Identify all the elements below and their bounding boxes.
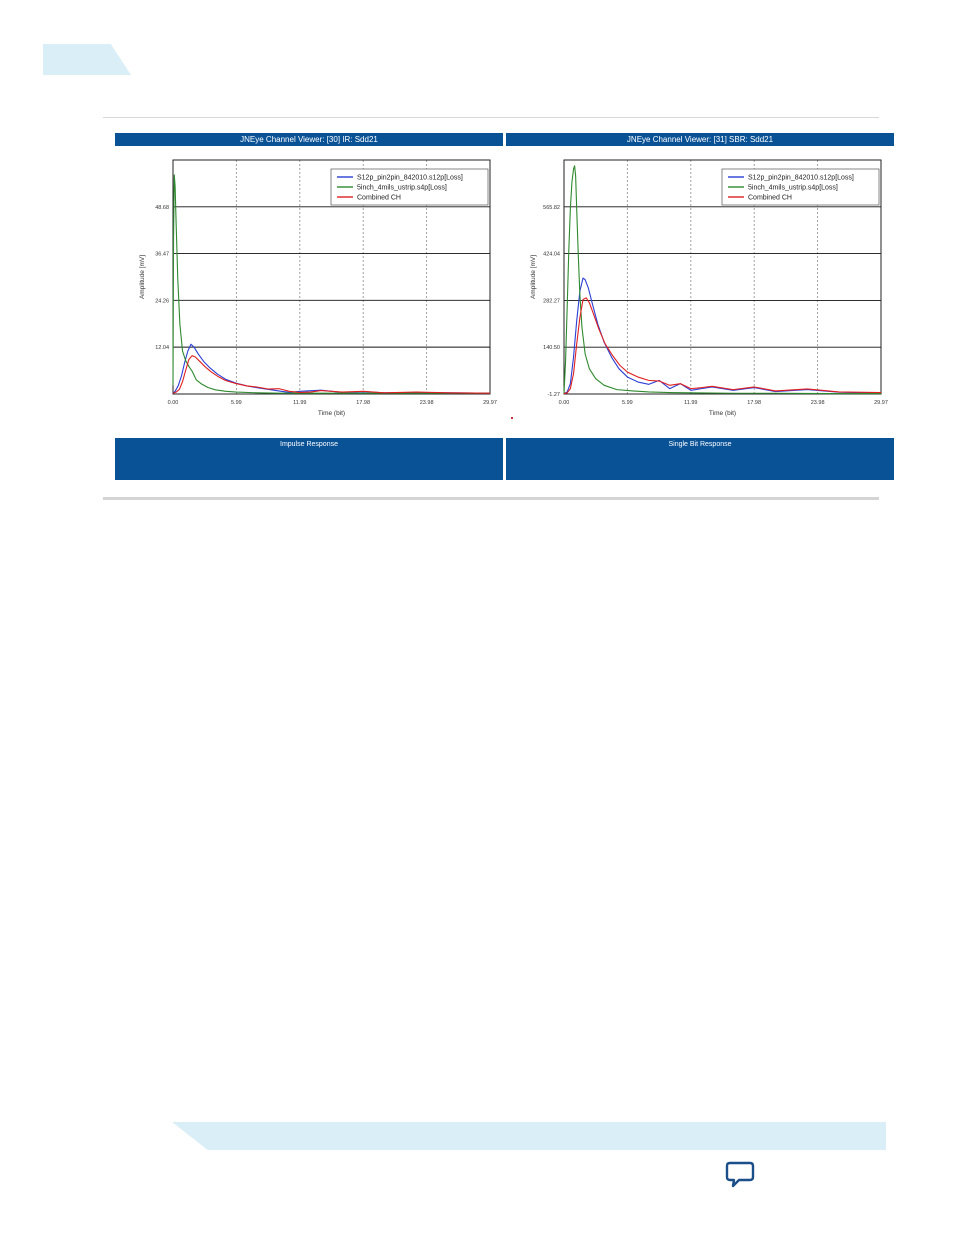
series-line-2 bbox=[173, 356, 490, 394]
x-tick-label: 29.97 bbox=[483, 400, 497, 406]
panel-caption: Single Bit Response bbox=[506, 438, 894, 480]
legend-label: 5inch_4mils_ustrip.s4p[Loss] bbox=[357, 184, 447, 192]
y-axis-label: Amplitude [mV] bbox=[530, 254, 537, 300]
y-tick-label: -1.27 bbox=[547, 392, 560, 398]
stray-mark bbox=[511, 417, 513, 419]
y-tick-label: 282.27 bbox=[543, 298, 560, 305]
y-tick-label: 48.68 bbox=[155, 204, 169, 211]
panel-caption: Impulse Response bbox=[115, 438, 503, 480]
y-tick-label: 140.50 bbox=[543, 345, 560, 352]
header-tab bbox=[43, 44, 131, 75]
single-bit-response-chart bbox=[506, 146, 894, 438]
x-tick-label: 0.00 bbox=[167, 400, 179, 406]
y-tick-label: 36.47 bbox=[155, 251, 169, 258]
bottom-rule bbox=[103, 497, 879, 500]
legend-label: 5inch_4mils_ustrip.s4p[Loss] bbox=[748, 184, 838, 192]
legend-label: Combined CH bbox=[357, 194, 401, 202]
series-line-0 bbox=[564, 278, 881, 394]
x-tick-label: 0.00 bbox=[558, 400, 570, 406]
y-tick-label: 12.04 bbox=[155, 345, 169, 352]
x-tick-label: 11.99 bbox=[293, 400, 307, 406]
x-tick-label: 11.99 bbox=[684, 400, 698, 406]
y-tick-label: 24.26 bbox=[155, 298, 169, 305]
series-line-2 bbox=[564, 298, 881, 394]
y-tick-label: 565.82 bbox=[543, 204, 560, 211]
y-tick-label: 424.04 bbox=[543, 251, 560, 258]
single-bit-response-panel bbox=[506, 133, 894, 480]
panel-title: JNEye Channel Viewer: [31] SBR: Sdd21 bbox=[506, 133, 894, 146]
x-tick-label: 5.99 bbox=[621, 400, 633, 406]
y-axis-label: Amplitude [mV] bbox=[139, 254, 146, 300]
panel-title: JNEye Channel Viewer: [30] IR: Sdd21 bbox=[115, 133, 503, 146]
feedback-chat-icon[interactable] bbox=[725, 1161, 755, 1189]
x-tick-label: 17.98 bbox=[356, 400, 371, 406]
x-tick-label: 23.98 bbox=[419, 400, 434, 406]
legend-label: Combined CH bbox=[748, 194, 792, 202]
impulse-response-chart bbox=[115, 146, 503, 438]
x-axis-label: Time (bit) bbox=[317, 410, 346, 417]
x-tick-label: 17.98 bbox=[747, 400, 762, 406]
legend-label: S12p_pin2pin_842010.s12p[Loss] bbox=[748, 174, 854, 182]
series-line-1 bbox=[173, 175, 490, 393]
x-axis-label: Time (bit) bbox=[708, 410, 737, 417]
x-tick-label: 5.99 bbox=[230, 400, 242, 406]
top-rule bbox=[103, 117, 879, 118]
x-tick-label: 29.97 bbox=[874, 400, 888, 406]
footer-band bbox=[172, 1122, 886, 1150]
x-tick-label: 23.98 bbox=[810, 400, 825, 406]
series-line-0 bbox=[173, 344, 490, 393]
impulse-response-panel bbox=[115, 133, 503, 480]
legend-label: S12p_pin2pin_842010.s12p[Loss] bbox=[357, 174, 463, 182]
